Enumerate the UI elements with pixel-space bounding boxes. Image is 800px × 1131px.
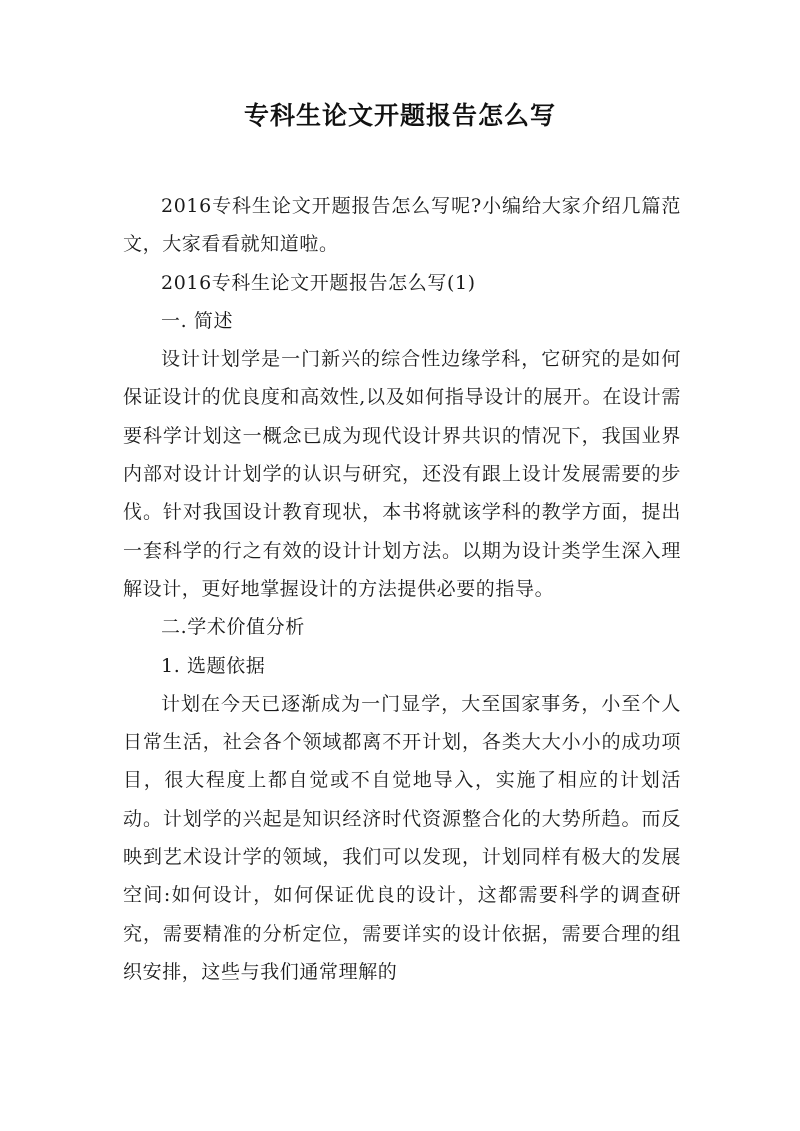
overview-paragraph: 设计计划学是一门新兴的综合性边缘学科，它研究的是如何保证设计的优良度和高效性,以及如何指导设计的展开。在设计需要科学计划这一概念已成为现代设计界共识的情况下，我国业界内部对设计计划学的认识与研究，还没有跟上设计发展需要的步伐。针对我国设计教育现状，本书将就该学科的教学方面，提出一套科学的行之有效的设计计划方法。以期为设计类学生深入理解设计，更好地掌握设计的方法提供必要的指导。 xyxy=(123,348,681,600)
article-heading: 2016专科生论文开题报告怎么写(1) xyxy=(161,271,476,294)
topic-basis-paragraph: 计划在今天已逐渐成为一门显学，大至国家事务，小至个人日常生活，社会各个领域都离不开计划，各类大大小小的成功项目，很大程度上都自觉或不自觉地导入，实施了相应的计划活动。计划学的兴起是知识经济时代资源整合化的大势所趋。而反映到艺术设计学的领域，我们可以发现，计划同样有极大的发展空间:如何设计，如何保证优良的设计，这都需要科学的调查研究，需要精准的分析定位，需要详实的设计依据，需要合理的组织安排，这些与我们通常理解的 xyxy=(123,692,681,983)
section-heading-overview: 一. 简述 xyxy=(161,309,234,332)
section-heading-academic-value: 二.学术价值分析 xyxy=(161,616,305,639)
document-title: 专科生论文开题报告怎么写 xyxy=(243,101,556,130)
subsection-heading-topic-basis: 1. 选题依据 xyxy=(161,654,266,677)
intro-paragraph: 2016专科生论文开题报告怎么写呢?小编给大家介绍几篇范文，大家看看就知道啦。 xyxy=(123,195,681,256)
document-body xyxy=(123,187,681,991)
